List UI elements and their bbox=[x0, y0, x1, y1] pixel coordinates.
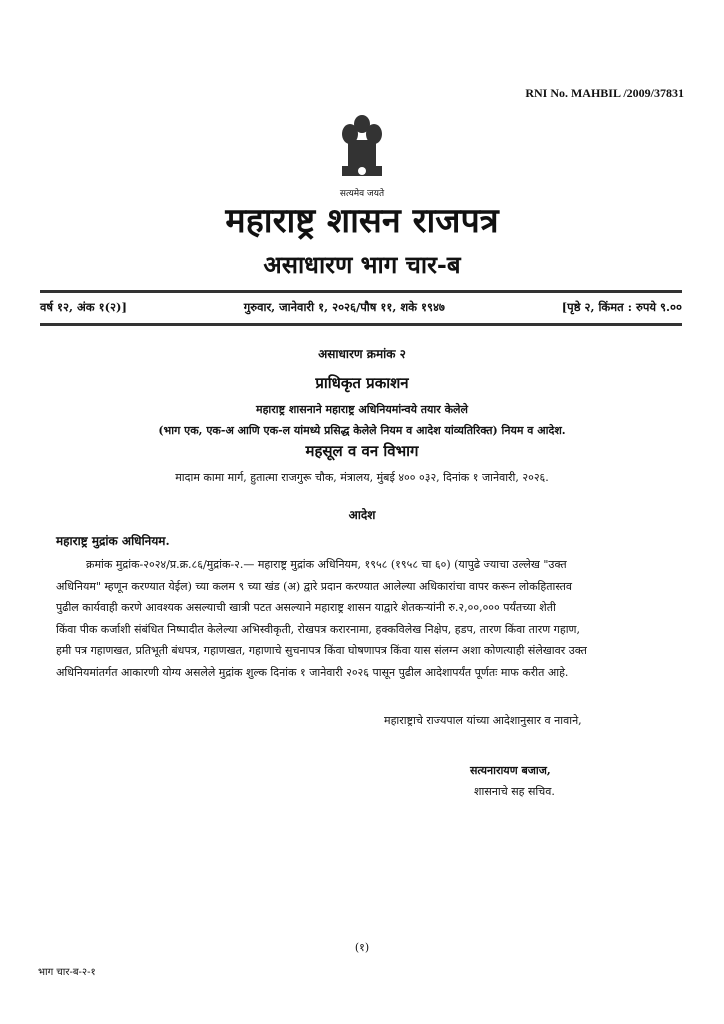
act-title: महाराष्ट्र मुद्रांक अधिनियम. bbox=[56, 534, 170, 548]
by-order-line: महाराष्ट्राचे राज्यपाल यांच्या आदेशानुसार व नावाने, bbox=[384, 714, 582, 727]
department-name: महसूल व वन विभाग bbox=[305, 442, 419, 460]
divider-top bbox=[40, 290, 682, 293]
issue-meta bbox=[40, 300, 682, 315]
paragraph-line: पुढील कार्यवाही करणे आवश्यक असल्याची खात्री पटत असल्याने महाराष्ट्र शासन याद्वारे शेतकऱ्यांनी रु.२,००,००० पर्यंतच्या शेती bbox=[56, 601, 556, 614]
intro-line-1: महाराष्ट्र शासनाने महाराष्ट्र अधिनियमांन्वये तयार केलेले bbox=[256, 403, 468, 416]
page-number: (१) bbox=[354, 941, 370, 954]
divider-bottom bbox=[40, 323, 682, 326]
paragraph-line: किंवा पीक कर्जाशी संबंधित निष्पादीत केलेल्या अभिस्वीकृती, रोखपत्र करारनामा, हक्कविलेख निक्षेप, हडप, तारण किंवा तारण गहाण, bbox=[56, 622, 580, 636]
paragraph-line: क्रमांक मुद्रांक-२०२४/प्र.क्र.८६/मुद्रांक-२.— महाराष्ट्र मुद्रांक अधिनियम, १९५८ (१९५८ चा ६०) (यापुढे ज्याचा उल्लेख "उक्त bbox=[86, 558, 567, 571]
issue-date: गुरुवार, जानेवारी १, २०२६/पौष ११, शके १९४७ bbox=[243, 300, 445, 314]
authorized-publication: प्राधिकृत प्रकाशन bbox=[315, 374, 409, 392]
signatory-name: सत्यनारायण बजाज, bbox=[470, 764, 551, 777]
signatory-designation: शासनाचे सह सचिव. bbox=[474, 785, 555, 798]
order-paragraph bbox=[56, 554, 682, 683]
volume-issue: वर्ष १२, अंक १(२)] bbox=[40, 300, 127, 314]
gazette-title: महाराष्ट्र शासन राजपत्र bbox=[225, 201, 499, 241]
order-heading: आदेश bbox=[348, 508, 376, 522]
extraordinary-number: असाधारण क्रमांक २ bbox=[318, 347, 406, 361]
paragraph-line: अधिनियमांतर्गत आकारणी योग्य असलेले मुद्रांक शुल्क दिनांक १ जानेवारी २०२६ पासून पुढील आदेशापर्यंत पूर्णतः माफ करीत आहे. bbox=[56, 665, 569, 679]
intro-line-2: (भाग एक, एक-अ आणि एक-ल यांमध्ये प्रसिद्ध केलेले नियम व आदेश यांव्यतिरिक्त) नियम व आदेश. bbox=[158, 424, 566, 437]
pages-price: [पृष्ठे २, किंमत : रुपये ९.०० bbox=[561, 300, 682, 314]
address-date: मादाम कामा मार्ग, हुतात्मा राजगुरू चौक, मंत्रालय, मुंबई ४०० ०३२, दिनांक १ जानेवारी, २०२६. bbox=[175, 471, 549, 484]
national-emblem-icon bbox=[332, 110, 392, 190]
paragraph-line: अधिनियम" म्हणून करण्यात येईल) च्या कलम ९ च्या खंड (अ) द्वारे प्रदान करण्यात आलेल्या अधिकारांचा वापर करून लोकहितास्तव bbox=[56, 579, 572, 593]
emblem-motto: सत्यमेव जयते bbox=[339, 189, 385, 199]
gazette-subtitle: असाधारण भाग चार-ब bbox=[263, 250, 461, 279]
footer-code: भाग चार-ब-२-१ bbox=[38, 967, 96, 978]
paragraph-line: हमी पत्र गहाणखत, प्रतिभूती बंधपत्र, गहाणखत, गहाणाचे सुचनापत्र किंवा घोषणापत्र किंवा यास संलग्न अशा कोणत्याही संलेखावर उक्त bbox=[56, 644, 587, 657]
rni-number: RNI No. MAHBIL /2009/37831 bbox=[525, 86, 684, 100]
